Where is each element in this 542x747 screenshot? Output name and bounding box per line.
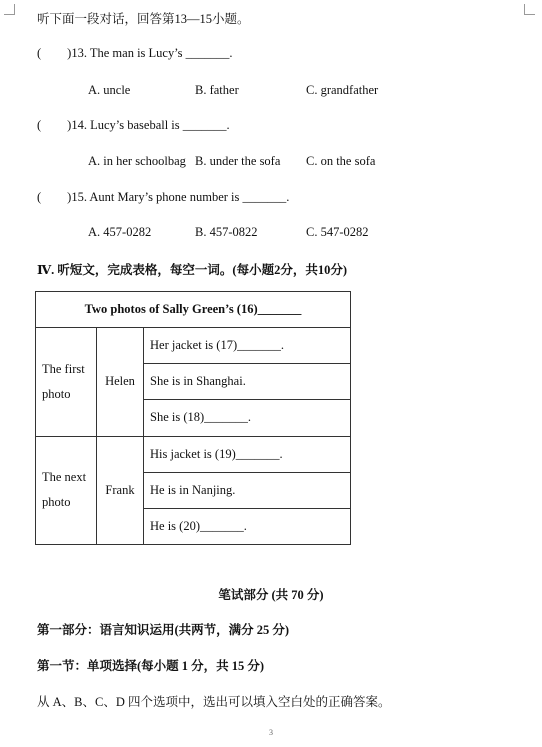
option-b: B. father xyxy=(195,83,239,97)
option-c: C. grandfather xyxy=(306,83,379,97)
answer-paren: ( xyxy=(37,46,42,60)
option-a: A. uncle xyxy=(88,83,131,97)
question-text: )14. Lucy’s baseball is _______. xyxy=(67,118,230,132)
crop-mark-top-left xyxy=(4,4,15,15)
question-13 xyxy=(37,46,233,61)
instruction-text: 从 A、B、C、D 四个选项中，选出可以填入空白处的正确答案。 xyxy=(37,695,391,709)
option-c: C. on the sofa xyxy=(306,154,376,168)
person-name: Helen xyxy=(97,328,144,436)
photo-label: The first photo xyxy=(36,328,97,436)
question-text: )13. The man is Lucy’s _______. xyxy=(67,46,233,60)
table-cell: She is in Shanghai. xyxy=(144,364,351,400)
section-4-title: Ⅳ. 听短文，完成表格，每空一词。(每小题2分，共10分) xyxy=(37,263,348,277)
fill-in-table xyxy=(35,291,351,545)
part-1-title: 第一部分：语言知识运用(共两节，满分 25 分) xyxy=(37,623,290,637)
table-header: Two photos of Sally Green’s (16)_______ xyxy=(36,292,351,328)
table-cell: His jacket is (19)_______. xyxy=(144,436,351,472)
question-text: )15. Aunt Mary’s phone number is _______. xyxy=(67,190,290,204)
option-b: B. 457-0822 xyxy=(195,225,258,239)
answer-paren: ( xyxy=(37,118,42,132)
question-14 xyxy=(37,118,230,133)
table-cell: Her jacket is (17)_______. xyxy=(144,328,351,364)
option-c: C. 547-0282 xyxy=(306,225,369,239)
table-cell: He is (20)_______. xyxy=(144,508,351,544)
crop-mark-top-right xyxy=(524,4,535,15)
written-part-title: 笔试部分 (共 70 分) xyxy=(218,588,324,602)
answer-paren: ( xyxy=(37,190,42,204)
listening-intro: 听下面一段对话，回答第13—15小题。 xyxy=(37,12,250,26)
photo-label: The next photo xyxy=(36,436,97,544)
option-b: B. under the sofa xyxy=(195,154,281,168)
table-cell: He is in Nanjing. xyxy=(144,472,351,508)
question-15 xyxy=(37,190,289,205)
section-1-title: 第一节：单项选择(每小题 1 分，共 15 分) xyxy=(37,659,265,673)
page-number: 3 xyxy=(269,728,273,737)
option-a: A. in her schoolbag xyxy=(88,154,186,168)
table-cell: She is (18)_______. xyxy=(144,400,351,436)
person-name: Frank xyxy=(97,436,144,544)
option-a: A. 457-0282 xyxy=(88,225,152,239)
